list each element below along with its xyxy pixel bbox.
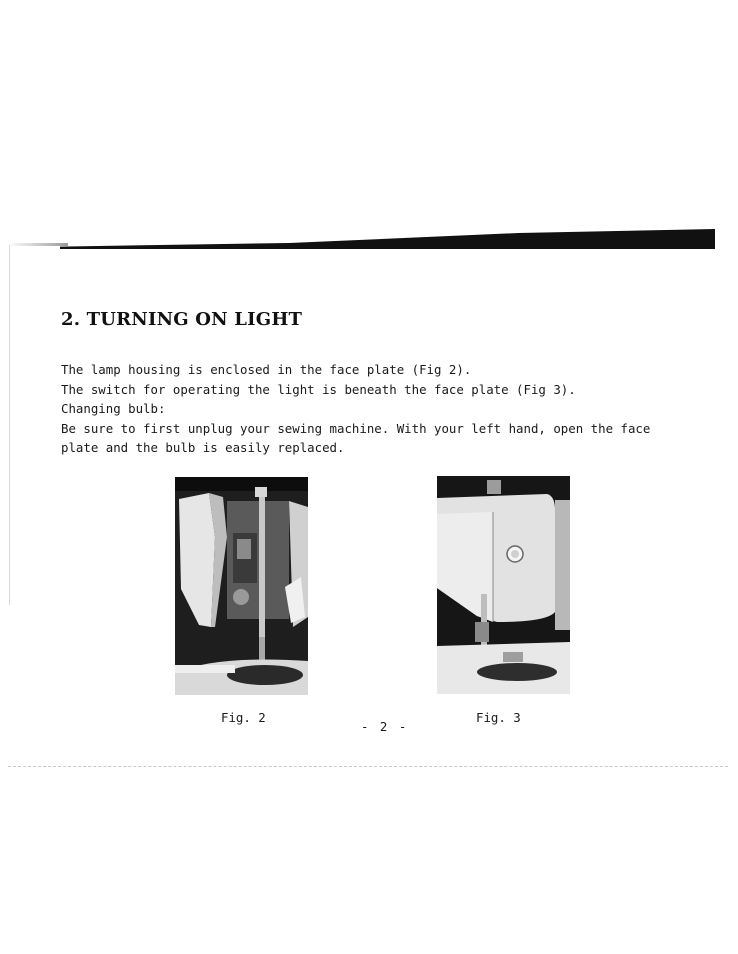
fig2-photo [175,477,308,695]
fig2-caption: Fig. 2 [221,710,266,725]
fig3-caption: Fig. 3 [476,710,521,725]
page-number: - 2 - [361,719,409,734]
body-line: The switch for operating the light is beneath the face plate (Fig 3). [61,381,576,397]
body-line: Changing bulb: [61,401,166,416]
body-text [61,360,661,458]
top-rule-fade [8,243,68,246]
top-rule [60,229,715,249]
body-line: plate and the bulb is easily replaced. [61,440,345,455]
left-margin-line [9,245,10,605]
fig3-photo [437,476,570,694]
section-heading: 2. TURNING ON LIGHT [61,309,303,330]
body-line: Be sure to first unplug your sewing machine. With your left hand, open the face [61,420,651,436]
body-line: The lamp housing is enclosed in the face plate (Fig 2). [61,362,472,377]
bottom-rule [8,766,728,767]
